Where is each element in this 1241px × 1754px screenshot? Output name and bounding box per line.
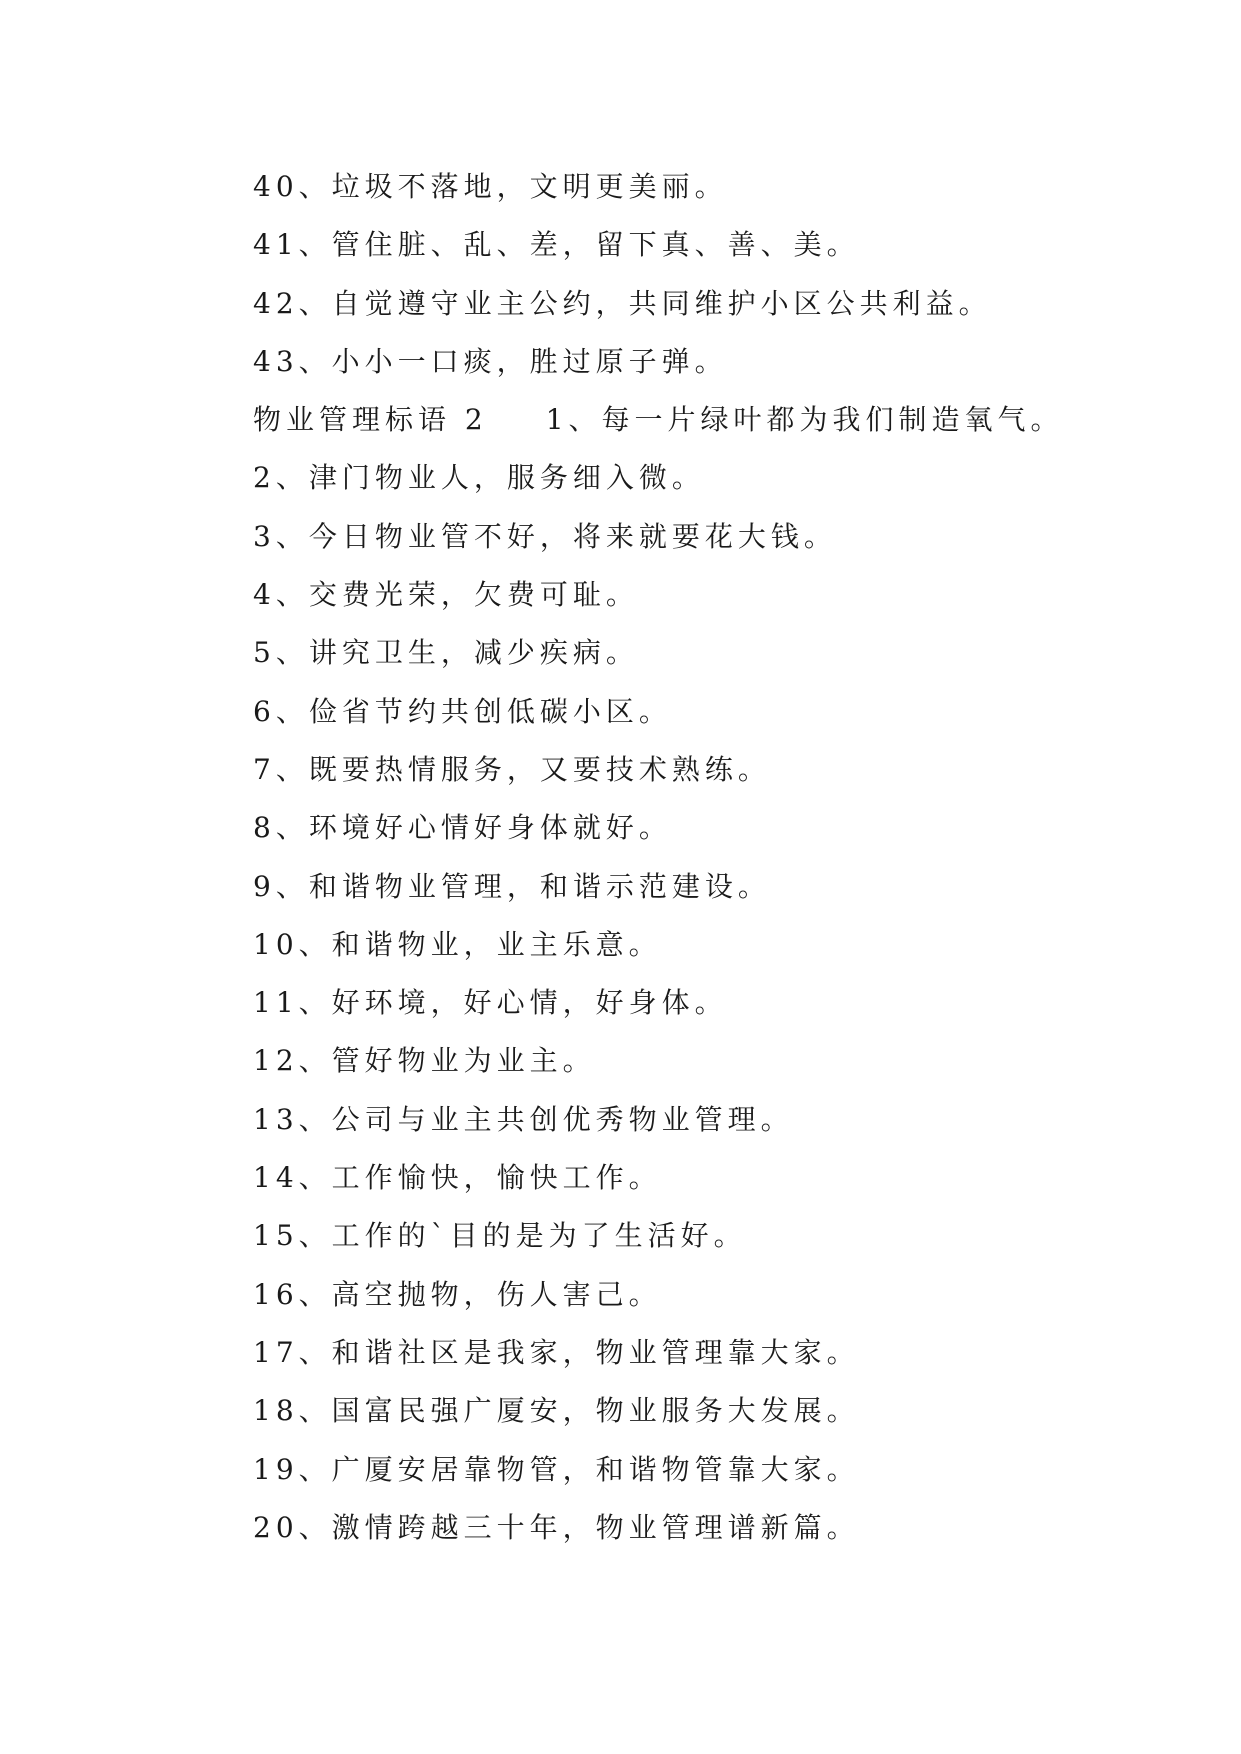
list-item: 7、既要热情服务，又要技术熟练。 [253,752,771,786]
list-item: 42、自觉遵守业主公约，共同维护小区公共利益。 [253,286,992,320]
section-heading: 物业管理标语 2 [253,403,488,437]
list-item: 41、管住脏、乱、差，留下真、善、美。 [253,228,860,262]
list-item: 2、津门物业人，服务细入微。 [253,461,705,495]
list-item: 13、公司与业主共创优秀物业管理。 [253,1102,794,1136]
section-heading-line [253,391,1173,449]
list-item: 18、国富民强广厦安，物业服务大发展。 [253,1394,860,1428]
list-item: 43、小小一口痰，胜过原子弹。 [253,344,728,378]
list-item: 12、管好物业为业主。 [253,1044,596,1078]
list-item: 3、今日物业管不好，将来就要花大钱。 [253,519,837,553]
list-item: 10、和谐物业，业主乐意。 [253,927,662,961]
list-item: 5、讲究卫生，减少疾病。 [253,636,639,670]
list-item: 8、环境好心情好身体就好。 [253,811,672,845]
list-item: 15、工作的`目的是为了生活好。 [253,1219,747,1253]
list-item: 1、每一片绿叶都为我们制造氧气。 [545,403,1064,437]
list-item: 17、和谐社区是我家，物业管理靠大家。 [253,1335,860,1369]
list-item: 16、高空抛物，伤人害己。 [253,1277,662,1311]
list-item: 40、垃圾不落地，文明更美丽。 [253,170,728,203]
list-item: 11、好环境，好心情，好身体。 [253,986,728,1020]
list-item: 14、工作愉快，愉快工作。 [253,1161,662,1195]
list-item: 4、交费光荣，欠费可耻。 [253,578,639,612]
list-item: 9、和谐物业管理，和谐示范建设。 [253,869,771,903]
list-item: 20、激情跨越三十年，物业管理谱新篇。 [253,1510,860,1544]
list-item: 19、广厦安居靠物管，和谐物管靠大家。 [253,1452,860,1486]
list-item: 6、俭省节约共创低碳小区。 [253,694,672,728]
slogan-list [253,158,1173,1557]
